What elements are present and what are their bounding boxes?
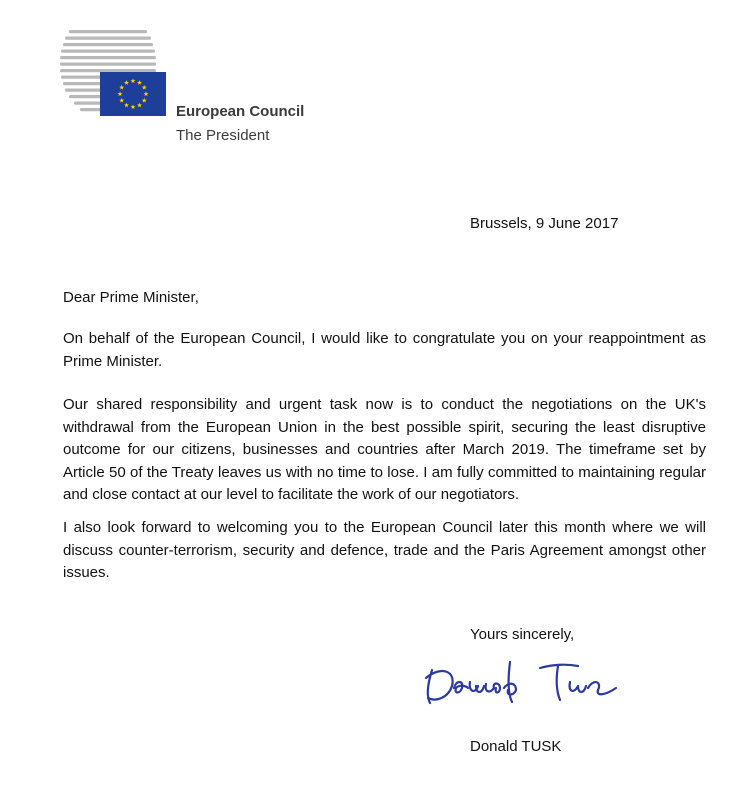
organization-name: European Council	[176, 103, 305, 120]
european-council-logo	[60, 28, 170, 118]
sender-role: The President	[176, 127, 270, 144]
signer-name: Donald TUSK	[470, 738, 562, 755]
body-paragraph-2: Our shared responsibility and urgent task now is to conduct the negotiations on the UK's withdrawal from the European Union in the best possible spirit, securing the least disruptive outcome for our citizens, businesses and countries after March 2019. The timeframe set by Article 50 of the Treaty leaves us with no time to lose. I am fully committed to maintaining regular and close contact at our level to facilitate the work of our negotiators.	[63, 396, 706, 503]
body-paragraph-3: I also look forward to welcoming you to the European Council later this month where we will discuss counter-terrorism, security and defence, trade and the Paris Agreement amongst other issues.	[63, 519, 706, 581]
handwritten-signature	[418, 648, 628, 710]
letter-date: Brussels, 9 June 2017	[470, 215, 619, 232]
closing: Yours sincerely,	[470, 626, 575, 643]
salutation: Dear Prime Minister,	[63, 289, 199, 306]
body-paragraph-1: On behalf of the European Council, I would like to congratulate you on your reappointment as Prime Minister.	[63, 330, 706, 370]
